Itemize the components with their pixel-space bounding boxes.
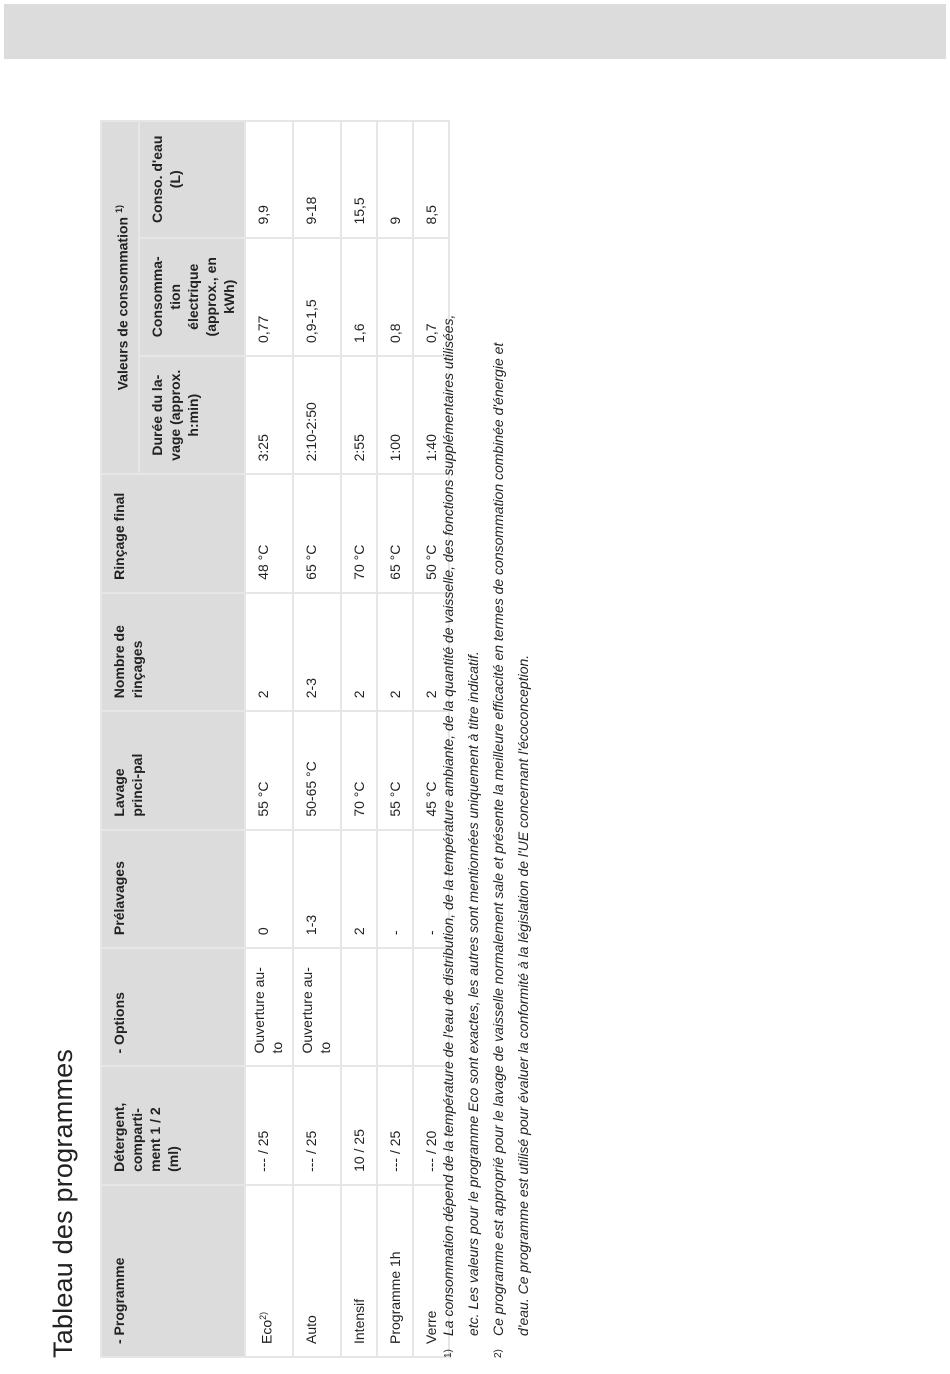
programme-table: [100, 120, 450, 1358]
cell-conso-eau: 9: [377, 121, 413, 238]
table-row: [341, 121, 377, 1357]
cell-rincages: 2: [377, 593, 413, 711]
cell-rincage-final: 65 °C: [377, 474, 413, 592]
cell-options: [341, 948, 377, 1066]
cell-lavage: 55 °C: [377, 711, 413, 829]
footnotes: [436, 108, 536, 1358]
cell-options: Ouverture au-to: [245, 948, 293, 1066]
cell-prelavages: -: [413, 830, 449, 948]
table-row: [293, 121, 341, 1357]
cell-options: Ouverture au-to: [293, 948, 341, 1066]
cell-conso-elec: 1,6: [341, 238, 377, 356]
header-conso-elec: Consomma-tion électrique (approx., en kWh): [139, 238, 245, 356]
cell-detergent: --- / 20: [413, 1067, 449, 1185]
cell-lavage: 45 °C: [413, 711, 449, 829]
footnote-line: d'eau. Ce programme est utilisé pour évaluer la conformité à la législation de l'UE concernant l'écoconception.: [515, 654, 531, 1336]
cell-rincage-final: 48 °C: [245, 474, 293, 592]
footnote-number: 1): [443, 1349, 454, 1358]
cell-detergent: 10 / 25: [341, 1067, 377, 1185]
cell-programme: Intensif: [341, 1185, 377, 1357]
cell-prelavages: 0: [245, 830, 293, 948]
footnote-1: [436, 108, 486, 1358]
footnote-number: 2): [493, 1349, 504, 1358]
cell-duree: 1:00: [377, 356, 413, 474]
cell-detergent: --- / 25: [245, 1067, 293, 1185]
footnote-2: [486, 108, 536, 1358]
cell-conso-elec: 0,8: [377, 238, 413, 356]
cell-conso-eau: 15,5: [341, 121, 377, 238]
cell-programme: Eco$^{2)}$: [245, 1185, 293, 1357]
cell-detergent: --- / 25: [377, 1067, 413, 1185]
header-programme: - Programme: [101, 1185, 245, 1357]
header-lavage: Lavage princi-pal: [101, 711, 245, 829]
cell-duree: 1:40: [413, 356, 449, 474]
rotated-page-content: [48, 68, 608, 1358]
cell-options: [377, 948, 413, 1066]
cell-conso-eau: 8,5: [413, 121, 449, 238]
cell-prelavages: 1-3: [293, 830, 341, 948]
cell-prelavages: 2: [341, 830, 377, 948]
cell-conso-elec: 0,9-1,5: [293, 238, 341, 356]
cell-duree: 2:55: [341, 356, 377, 474]
cell-rincage-final: 50 °C: [413, 474, 449, 592]
table-row: [245, 121, 293, 1357]
cell-programme: Verre: [413, 1185, 449, 1357]
footnote-line: La consommation dépend de la température de l'eau de distribution, de la température ambiante, de la quantité de vaisselle, des fonctions supplémentaires utilisées,: [440, 314, 456, 1336]
header-duree: Durée du la-vage (approx. h:min): [139, 356, 245, 474]
header-valeurs-label: Valeurs de consommation: [114, 216, 131, 391]
cell-conso-eau: 9,9: [245, 121, 293, 238]
cell-rincages: 2: [413, 593, 449, 711]
header-rincage-final: Rinçage final: [101, 474, 245, 592]
cell-lavage: 70 °C: [341, 711, 377, 829]
header-valeurs: [101, 121, 139, 474]
cell-rincages: 2-3: [293, 593, 341, 711]
header-detergent: Détergent, comparti-ment 1 / 2 (ml): [101, 1067, 245, 1185]
header-conso-eau: Conso. d'eau (L): [139, 121, 245, 238]
cell-lavage: 50-65 °C: [293, 711, 341, 829]
cell-conso-elec: 0,7: [413, 238, 449, 356]
cell-duree: 2:10-2:50: [293, 356, 341, 474]
page-title: Tableau des programmes: [48, 1048, 78, 1358]
cell-programme: Auto: [293, 1185, 341, 1357]
header-bar: [4, 4, 946, 59]
cell-rincages: 2: [341, 593, 377, 711]
cell-programme: Programme 1h: [377, 1185, 413, 1357]
header-valeurs-footnote: 1): [114, 205, 124, 214]
table-row: [377, 121, 413, 1357]
header-options: - Options: [101, 948, 245, 1066]
cell-prelavages: -: [377, 830, 413, 948]
cell-rincage-final: 70 °C: [341, 474, 377, 592]
footnote-line: etc. Les valeurs pour le programme Eco sont exactes, les autres sont mentionnées uniquement à titre indicatif.: [465, 651, 481, 1336]
cell-detergent: --- / 25: [293, 1067, 341, 1185]
header-prelavages: Prélavages: [101, 830, 245, 948]
programme-footnote: 2): [257, 1311, 268, 1320]
cell-duree: 3:25: [245, 356, 293, 474]
cell-rincages: 2: [245, 593, 293, 711]
cell-lavage: 55 °C: [245, 711, 293, 829]
cell-conso-eau: 9-18: [293, 121, 341, 238]
footnote-line: Ce programme est approprié pour le lavage de vaisselle normalement sale et présente la meilleure efficacité en termes de consommation combinée d'énergie et: [490, 342, 506, 1336]
header-rincages: Nombre de rinçages: [101, 593, 245, 711]
cell-rincage-final: 65 °C: [293, 474, 341, 592]
cell-conso-elec: 0,77: [245, 238, 293, 356]
